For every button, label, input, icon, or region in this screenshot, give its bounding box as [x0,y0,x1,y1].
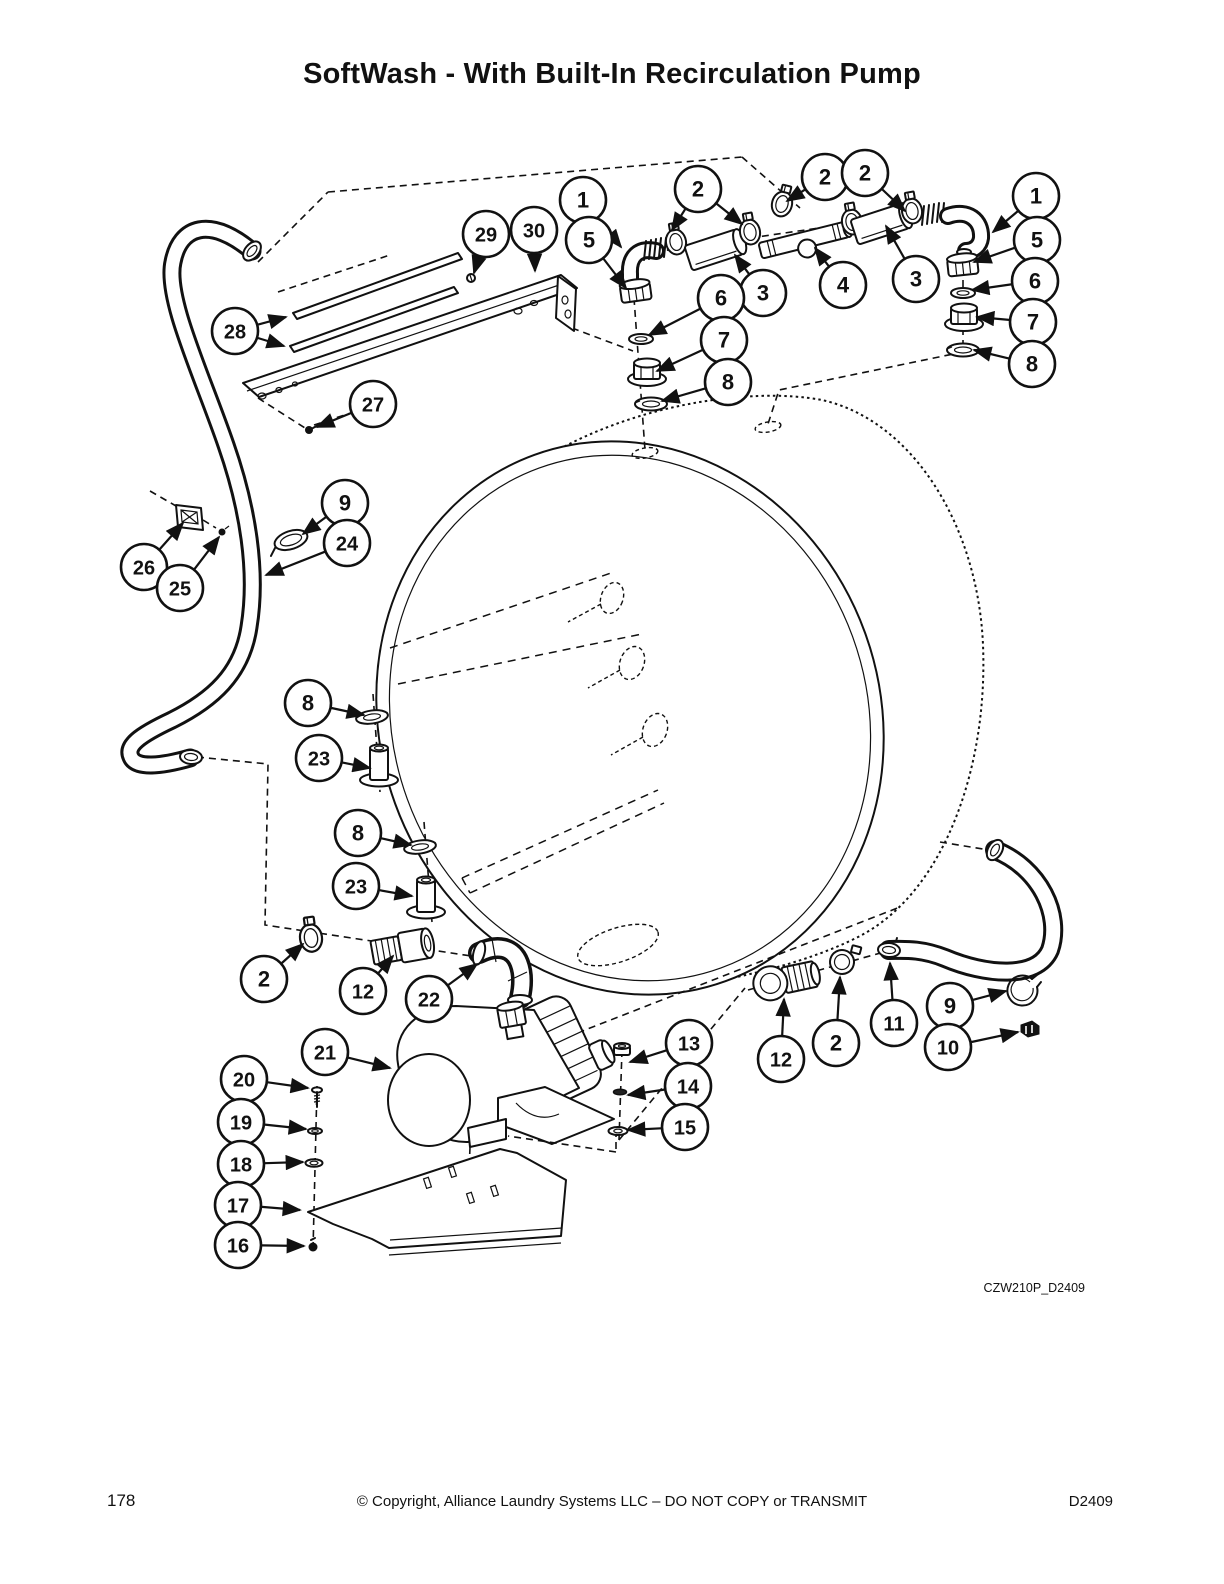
callout-13 [630,1020,712,1066]
callout-29 [463,211,509,273]
callout-3 [886,226,939,302]
svg-text:24: 24 [335,533,359,556]
svg-text:8: 8 [351,820,365,846]
callout-28 [212,308,286,354]
svg-text:6: 6 [714,285,728,311]
svg-text:7: 7 [1026,309,1040,335]
gasket-8-left [635,398,667,411]
callout-18 [218,1141,303,1187]
hose-clamp-2 [297,916,324,953]
svg-text:12: 12 [351,981,375,1004]
washer-6-right [951,288,975,298]
diagram-code-label: CZW210P_D2409 [983,1281,1085,1295]
callout-2 [672,166,742,230]
svg-text:20: 20 [232,1069,256,1092]
mounting-rails [243,253,577,434]
svg-text:1: 1 [1029,183,1043,209]
svg-text:8: 8 [1025,351,1039,377]
svg-text:14: 14 [676,1076,700,1099]
svg-text:9: 9 [943,993,957,1019]
svg-text:2: 2 [858,160,872,186]
top-hose-assembly [619,183,983,450]
svg-text:23: 23 [307,748,331,771]
callout-15 [628,1104,708,1150]
rail-channel [243,275,577,399]
callout-4 [815,248,866,308]
svg-text:30: 30 [522,220,546,243]
callout-20 [221,1056,308,1102]
svg-text:16: 16 [226,1235,250,1258]
svg-text:8: 8 [301,690,315,716]
svg-text:2: 2 [829,1030,843,1056]
svg-text:17: 17 [226,1195,250,1218]
flange-nut-7-left [628,359,666,387]
callout-19 [218,1099,306,1145]
svg-text:9: 9 [338,490,352,516]
screw-16 [309,1238,318,1252]
hose-clamp-2-loose [769,183,796,218]
callout-10 [925,1024,1018,1070]
hose-clamp-2 [663,222,688,256]
svg-text:11: 11 [883,1013,905,1036]
callout-8 [974,341,1055,387]
callout-2 [787,154,848,201]
svg-text:6: 6 [1028,268,1042,294]
svg-text:5: 5 [582,227,596,253]
svg-text:7: 7 [717,327,731,353]
svg-text:21: 21 [313,1042,337,1065]
svg-text:1: 1 [576,187,590,213]
svg-text:10: 10 [936,1037,960,1060]
callout-2 [813,977,859,1066]
coupling-nut-5-left [619,278,652,303]
clamp-ring-9-left [265,526,310,556]
callout-11 [871,963,917,1046]
elbow-fitting-1-right [922,203,981,255]
callout-23 [296,735,370,781]
svg-text:27: 27 [361,394,385,417]
callout-9 [927,983,1006,1029]
callout-8 [662,359,751,405]
svg-text:13: 13 [677,1033,701,1056]
screw-20 [312,1087,322,1107]
coupling-nut-5-right [947,252,979,277]
callout-17 [215,1182,300,1228]
svg-text:8: 8 [721,369,735,395]
screw-25 [219,526,230,536]
callout-8 [285,680,364,726]
washer-15 [609,1127,628,1135]
rail-strip-top [293,253,462,319]
callout-2 [241,944,303,1002]
svg-text:25: 25 [168,578,192,601]
footer-page-number: 178 [107,1491,136,1510]
callout-23 [333,863,412,909]
svg-text:22: 22 [417,989,441,1012]
washer-14 [614,1089,627,1095]
svg-text:28: 28 [223,321,247,344]
callout-30 [511,207,557,271]
washer-19 [308,1128,322,1134]
washer-18 [306,1159,323,1167]
callout-14 [628,1063,711,1109]
footer-copyright: © Copyright, Alliance Laundry Systems LLC – DO NOT COPY or TRANSMIT [356,1493,868,1510]
svg-text:4: 4 [836,272,850,298]
page-title: SoftWash - With Built-In Recirculation Pump [303,58,921,90]
nut-13 [614,1043,630,1055]
base-plate [308,1149,566,1248]
callout-12 [340,956,393,1014]
svg-text:19: 19 [229,1112,253,1135]
rail-screw-27 [305,424,320,434]
elbow-22 [471,939,532,1005]
svg-text:2: 2 [818,164,832,190]
callout-25 [157,537,219,611]
pump-motor-cap [388,1054,470,1146]
right-hose-11 [877,837,1053,972]
callout-21 [302,1029,390,1075]
footer-doc-code: D2409 [1068,1493,1113,1510]
svg-text:12: 12 [769,1049,793,1072]
clip-10 [1021,1021,1039,1037]
callout-12 [758,999,804,1082]
svg-text:2: 2 [257,966,271,992]
svg-text:3: 3 [756,280,770,306]
svg-text:2: 2 [691,176,705,202]
svg-text:3: 3 [909,266,923,292]
svg-text:26: 26 [132,557,156,580]
callout-5 [566,217,626,288]
callout-16 [215,1222,304,1268]
rail-screw-29 [467,274,475,282]
svg-text:5: 5 [1030,227,1044,253]
svg-text:15: 15 [673,1117,697,1140]
callout-6 [972,258,1058,304]
svg-text:23: 23 [344,876,368,899]
svg-text:29: 29 [474,224,498,247]
barb-fitting-12 [370,927,436,967]
svg-text:18: 18 [229,1154,253,1177]
callout-7 [977,299,1056,345]
